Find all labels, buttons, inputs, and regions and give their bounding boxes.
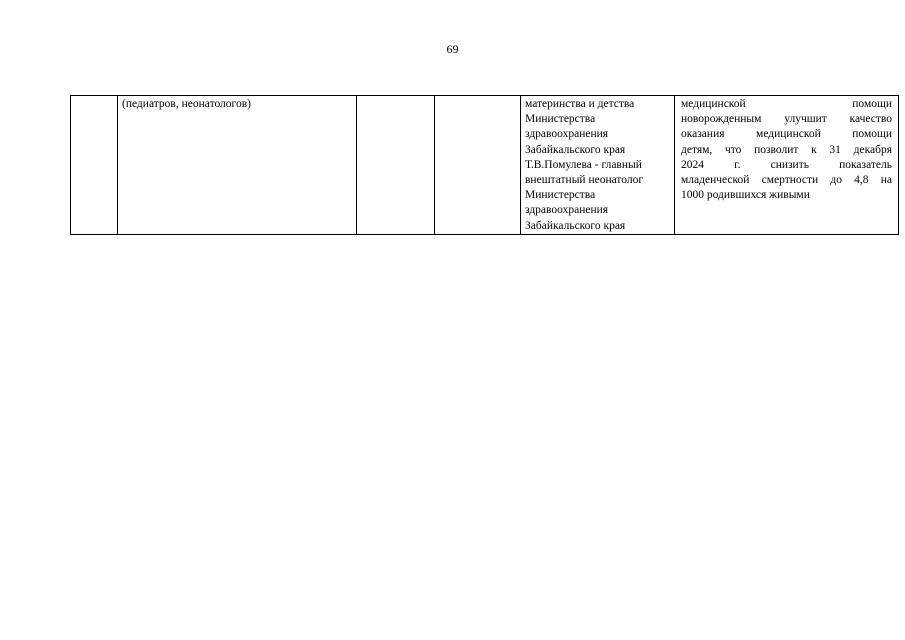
- page-number: 69: [446, 42, 459, 56]
- result-line: детям, что позволит к 31 декабря: [681, 143, 892, 156]
- table-cell-start-date: [357, 96, 435, 235]
- result-line: 1000 родившихся живыми: [681, 189, 810, 202]
- table-cell-activity: (педиатров, неонатологов): [118, 96, 357, 235]
- result-line: 2024 г. снизить показатель: [681, 158, 892, 171]
- responsible-line: материнства и детства: [525, 98, 635, 110]
- document-table: [70, 95, 899, 235]
- responsible-line: внештатный неонатолог: [525, 174, 644, 187]
- responsible-line: Забайкальского края: [525, 219, 626, 232]
- result-line: оказания медицинской помощи: [681, 128, 892, 141]
- responsible-line: Забайкальского края: [525, 143, 626, 156]
- table-cell-number: [71, 96, 118, 235]
- table-cell-responsible: [521, 96, 675, 235]
- table-cell-result: [675, 96, 899, 235]
- responsible-line: Министерства: [525, 113, 596, 126]
- table-row: [71, 96, 899, 235]
- result-line: младенческой смертности до 4,8 на: [681, 174, 892, 187]
- responsible-line: Т.В.Помулева - главный: [525, 158, 642, 171]
- responsible-line: здравоохранения: [525, 204, 609, 217]
- result-line: медицинской помощи: [681, 98, 892, 110]
- result-line: новорожденным улучшит качество: [681, 113, 892, 126]
- responsible-line: Министерства: [525, 189, 596, 202]
- responsible-line: здравоохранения: [525, 128, 609, 141]
- table-cell-end-date: [435, 96, 521, 235]
